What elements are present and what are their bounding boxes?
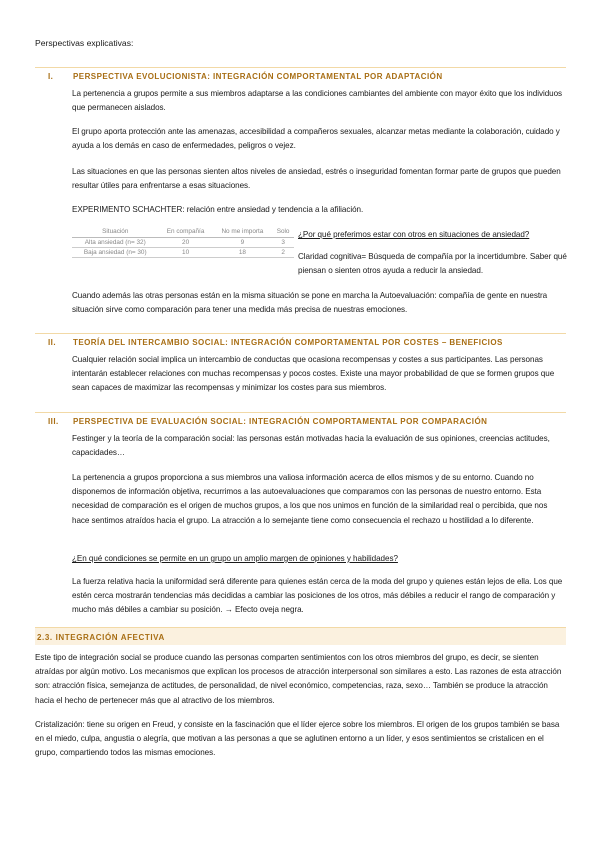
table-cell: 10 (159, 248, 213, 258)
section-number: III. (48, 417, 59, 426)
paragraph: La pertenencia a grupos proporciona a sus miembros una valiosa información acerca de ellos mismos y de su entorno. Cuando no disponemos de información objetiva, recurrimos a las autoevaluaciones que comparamos con las personas de nuestro entorno. Esta necesidad de comparación es el origen de muchos grupos, a los que nos unimos en función de la similaridad real o percibida, que nos hace sentimos atraídos hacia el grupo. La atracción a lo semejante tiene como consecuencia el rechazo u hostilidad a lo diferente. (72, 473, 548, 525)
table-cell: 9 (213, 238, 273, 248)
table-row (72, 238, 294, 248)
table-cell: 20 (159, 238, 213, 248)
section-heading-evaluacion (35, 412, 566, 428)
paragraph: La pertenencia a grupos permite a sus miembros adaptarse a las condiciones cambiantes del ambiente con mayor éxito que los individuos que permanecen aislados. (72, 89, 563, 113)
table-cell: 3 (272, 238, 294, 248)
section-heading-intercambio (35, 333, 566, 349)
table-cell: Alta ansiedad (n= 32) (72, 238, 159, 248)
paragraph: Cristalización: tiene su origen en Freud, y consiste en la fascinación que el líder ejerce sobre los miembros. El origen de los grupos también se basa en el miedo, culpa, angustia o alegría, que motivan a las personas a que se aglutinen entorno a un líder, y esos sentimientos se cristalicen en el grupo, compartiendo todos las mismas emociones. (35, 720, 560, 758)
paragraph: Las situaciones en que las personas sienten altos niveles de ansiedad, estrés o inseguridad fomentan formar parte de grupos que pueden resultar útiles para enfrentarse a esas situaciones. (72, 167, 561, 191)
page-title: Perspectivas explicativas: (35, 38, 134, 48)
table-row (72, 248, 294, 258)
conditions-question: ¿En qué condiciones se permite en un grupo un amplio margen de opiniones y habilidades? (72, 554, 398, 563)
section-number: I. (48, 72, 54, 81)
anxiety-answer: Claridad cognitiva= Búsqueda de compañía por la incertidumbre. Saber qué piensan o sienten otros ayuda a reducir la ansiedad. (298, 252, 567, 276)
experiment-label: EXPERIMENTO SCHACHTER: relación entre ansiedad y tendencia a la afiliación. (72, 205, 364, 214)
table-header-cell: Solo (272, 226, 294, 238)
paragraph: Cualquier relación social implica un intercambio de conductas que ocasiona recompensas y costes a sus participantes. Las personas intentarán establecer relaciones con muchas recompensas y pocos costes. Existe una mayor probabilidad de que se formen grupos que sean capaces de maximizar las recompensas y minimizar los costes para sus miembros. (72, 355, 555, 393)
subsection-heading-text: 2.3. INTEGRACIÓN AFECTIVA (37, 633, 165, 642)
section-heading-text: PERSPECTIVA EVOLUCIONISTA: INTEGRACIÓN COMPORTAMENTAL POR ADAPTACIÓN (73, 72, 443, 81)
table-header-cell: Situación (72, 226, 159, 238)
schachter-table (72, 226, 294, 258)
section-heading-text: TEORÍA DEL INTERCAMBIO SOCIAL: INTEGRACIÓN COMPORTAMENTAL POR COSTES – BENEFICIOS (73, 338, 503, 347)
table-header-cell: En compañía (159, 226, 213, 238)
paragraph: La fuerza relativa hacia la uniformidad será diferente para quienes están cerca de la moda del grupo y quienes están lejos de ella. Los que estén cerca mostrarán tendencias más decididas a cambiar las posiciones de los otros, más débiles a reducir el rango de comparación y mucho más débiles a cambiar su posición. → Efecto oveja negra. (72, 577, 563, 615)
paragraph: Cuando además las otras personas están en la misma situación se pone en marcha la Autoevaluación: compañía de gente en nuestra situación sirve como comparación para tener una medida más precisa de nuestras emociones. (72, 291, 548, 315)
table-header-row (72, 226, 294, 238)
table-cell: 2 (272, 248, 294, 258)
table-cell: 18 (213, 248, 273, 258)
section-number: II. (48, 338, 57, 347)
subsection-heading (35, 627, 566, 645)
anxiety-question: ¿Por qué preferimos estar con otros en situaciones de ansiedad? (298, 230, 530, 239)
table-cell: Baja ansiedad (n= 30) (72, 248, 159, 258)
paragraph: El grupo aporta protección ante las amenazas, accesibilidad a compañeros sexuales, alcanzar metas mediante la colaboración, cuidado y ayuda a los demás en caso de enfermedades, peligros o vejez. (72, 127, 560, 151)
section-heading-text: PERSPECTIVA DE EVALUACIÓN SOCIAL: INTEGRACIÓN COMPORTAMENTAL POR COMPARACIÓN (73, 417, 488, 426)
paragraph: Festinger y la teoría de la comparación social: las personas están motivadas hacia la evaluación de sus opiniones, creencias actitudes, capacidades… (72, 434, 550, 458)
paragraph: Este tipo de integración social se produce cuando las personas comparten sentimientos con los otros miembros del grupo, es decir, se sienten atraídas por algún motivo. Los mecanismos que explican los procesos de atracción interpersonal son similares a esto. Las razones de esta atracción son: atracción física, semejanza de actitudes, de personalidad, de nivel económico, competencias, raza, sexo… También se produce la atracción hacia el hecho de pertenecer más que al atractivo de los miembros. (35, 653, 562, 705)
section-heading-evolucionista (35, 67, 566, 83)
table-header-cell: No me importa (213, 226, 273, 238)
